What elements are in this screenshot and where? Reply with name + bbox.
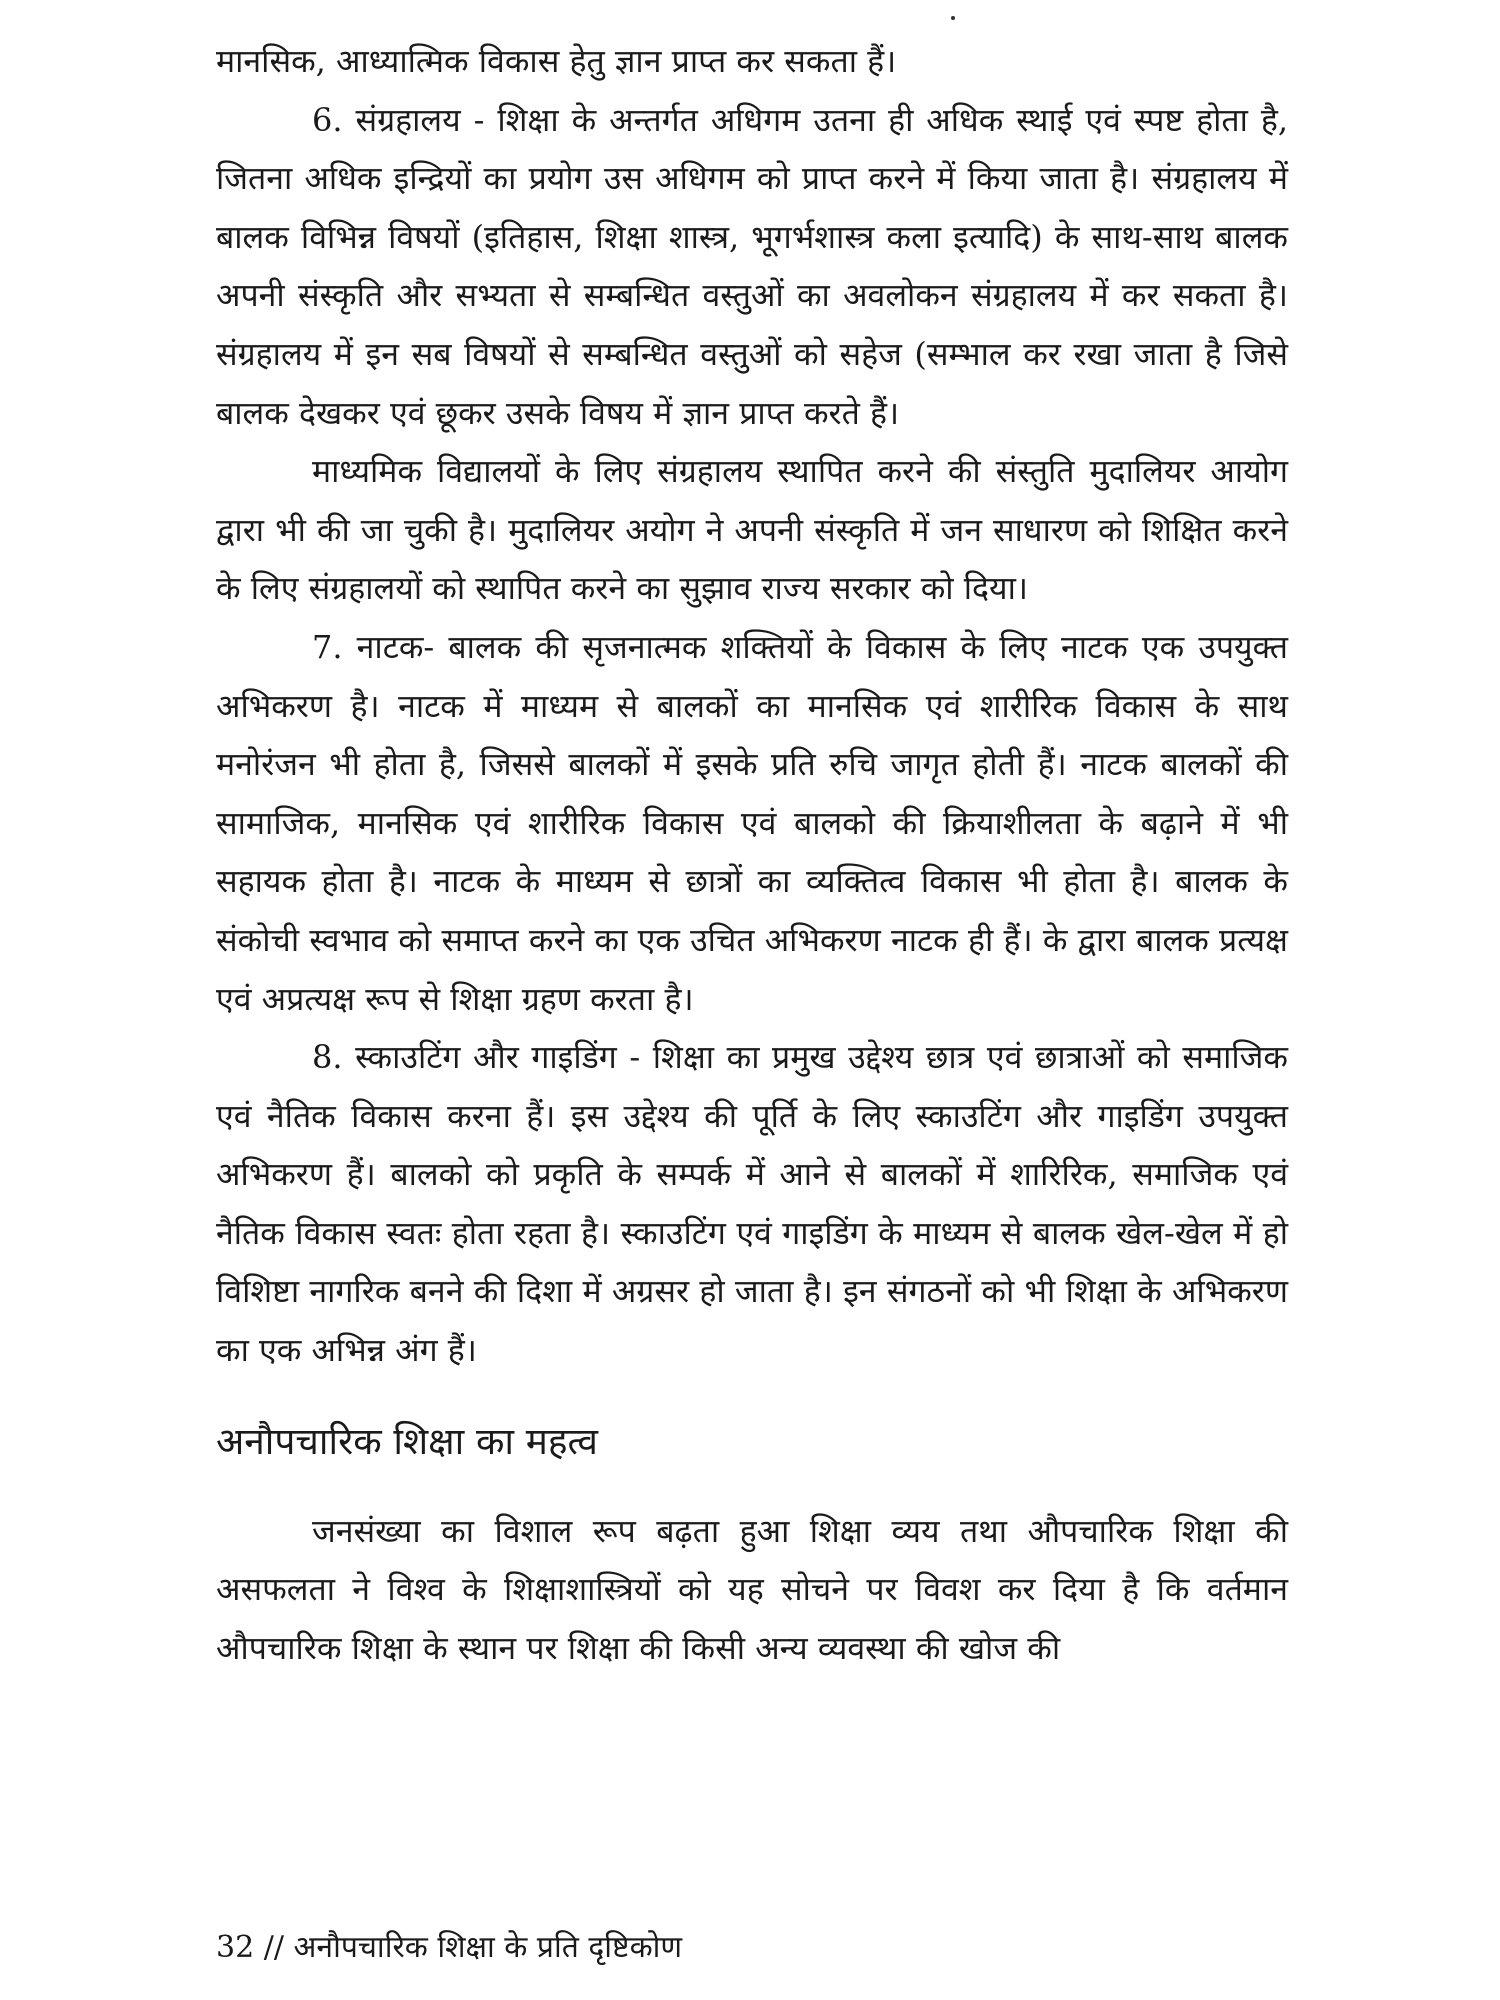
paragraph-importance: जनसंख्या का विशाल रूप बढ़ता हुआ शिक्षा व्यय तथा औपचारिक शिक्षा की असफलता ने विश्व के शिक्षाशास्त्रियों को यह सोचने पर विवश कर दिया है कि वर्तमान औपचारिक शिक्षा के स्थान पर शिक्षा की किसी अन्य व्यवस्था की खोज की [216, 1511, 1288, 1667]
paragraph-mudaliar: माध्यमिक विद्यालयों के लिए संग्रहालय स्थापित करने की संस्तुति मुदालियर आयोग द्वारा भी की जा चुकी है। मुदालियर अयोग ने अपनी संस्कृति में जन साधारण को शिक्षित करने के लिए संग्रहालयों को स्थापित करने का सुझाव राज्य सरकार को दिया। [216, 452, 1288, 608]
section-heading: अनौपचारिक शिक्षा का महत्व [216, 1419, 598, 1463]
paragraph-museum: 6. संग्रहालय - शिक्षा के अन्तर्गत अधिगम उतना ही अधिक स्थाई एवं स्पष्ट होता है, जितना अधिक इन्द्रियों का प्रयोग उस अधिगम को प्राप्त करने में किया जाता है। संग्रहालय में बालक विभिन्न विषयों (इतिहास, शिक्षा शास्त्र, भूगर्भशास्त्र कला इत्यादि) के साथ-साथ बालक अपनी संस्कृति और सभ्यता से सम्बन्धित वस्तुओं का अवलोकन संग्रहालय में कर सकता है। संग्रहालय में इन सब विषयों से सम्बन्धित वस्तुओं को सहेज (सम्भाल कर रखा जाता है जिसे बालक देखकर एवं छूकर उसके विषय में ज्ञान प्राप्त करते हैं। [216, 100, 1288, 432]
running-title: अनौपचारिक शिक्षा के प्रति दृष्टिकोण [293, 1930, 683, 1965]
speck-mark [951, 16, 955, 20]
footer-separator: // [263, 1930, 284, 1965]
page-number: 32 [216, 1930, 255, 1965]
page-footer [216, 1928, 682, 1968]
body-text [216, 32, 1288, 1677]
paragraph-continuation: मानसिक, आध्यात्मिक विकास हेतु ज्ञान प्राप्त कर सकता हैं। [216, 42, 897, 80]
paragraph-scouting: 8. स्काउटिंग और गाइडिंग - शिक्षा का प्रमुख उद्देश्य छात्र एवं छात्राओं को समाजिक एवं नैतिक विकास करना हैं। इस उद्देश्य की पूर्ति के लिए स्काउटिंग और गाइडिंग उपयुक्त अभिकरण हैं। बालको को प्रकृति के सम्पर्क में आने से बालकों में शारिरिक, समाजिक एवं नैतिक विकास स्वतः होता रहता है। स्काउटिंग एवं गाइडिंग के माध्यम से बालक खेल-खेल में हो विशिष्टा नागरिक बनने की दिशा में अग्रसर हो जाता है। इन संगठनों को भी शिक्षा के अभिकरण का एक अभिन्न अंग हैं। [216, 1038, 1288, 1370]
paragraph-drama: 7. नाटक- बालक की सृजनात्मक शक्तियों के विकास के लिए नाटक एक उपयुक्त अभिकरण है। नाटक में माध्यम से बालकों का मानसिक एवं शारीरिक विकास के साथ मनोरंजन भी होता है, जिससे बालकों में इसके प्रति रुचि जागृत होती हैं। नाटक बालकों की सामाजिक, मानसिक एवं शारीरिक विकास एवं बालको की क्रियाशीलता के बढ़ाने में भी सहायक होता है। नाटक के माध्यम से छात्रों का व्यक्तित्व विकास भी होता है। बालक के संकोची स्वभाव को समाप्त करने का एक उचित अभिकरण नाटक ही हैं। के द्वारा बालक प्रत्यक्ष एवं अप्रत्यक्ष रूप से शिक्षा ग्रहण करता है। [216, 627, 1288, 1018]
